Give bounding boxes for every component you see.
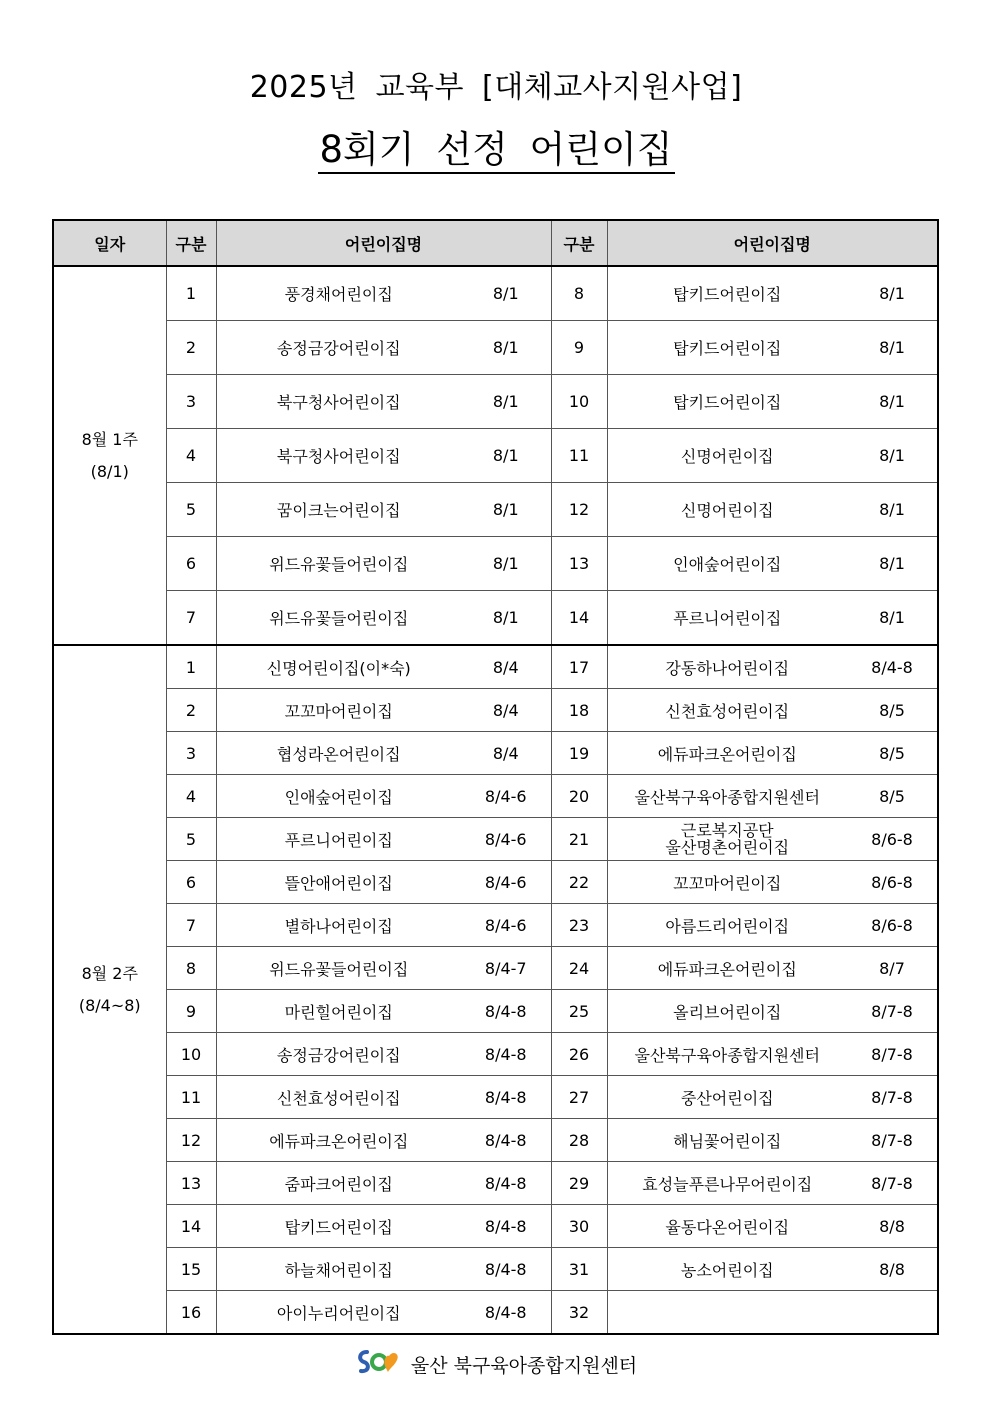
header-name-2: 어린이집명 bbox=[607, 220, 938, 266]
row-number-2: 30 bbox=[551, 1205, 607, 1248]
row-number: 5 bbox=[166, 818, 216, 861]
center-name-2: 신천효성어린이집 bbox=[607, 689, 847, 732]
row-number-2: 18 bbox=[551, 689, 607, 732]
center-date: 8/4-8 bbox=[461, 990, 551, 1033]
week-label: 8월 1주 bbox=[81, 429, 138, 449]
row-number: 1 bbox=[166, 266, 216, 321]
center-name-2: 울산북구육아종합지원센터 bbox=[607, 775, 847, 818]
row-number-2: 27 bbox=[551, 1076, 607, 1119]
row-number-2: 29 bbox=[551, 1162, 607, 1205]
table-row bbox=[53, 861, 938, 904]
row-number-2: 14 bbox=[551, 591, 607, 646]
row-number-2: 10 bbox=[551, 375, 607, 429]
row-number: 5 bbox=[166, 483, 216, 537]
subtitle-text: 8회기 선정 어린이집 bbox=[318, 128, 675, 174]
center-name-2: 중산어린이집 bbox=[607, 1076, 847, 1119]
header-no: 구분 bbox=[166, 220, 216, 266]
center-date-2: 8/1 bbox=[847, 429, 938, 483]
table-row bbox=[53, 818, 938, 861]
center-date: 8/1 bbox=[461, 375, 551, 429]
center-date: 8/4-8 bbox=[461, 1119, 551, 1162]
week-date-cell bbox=[53, 266, 166, 645]
row-number: 15 bbox=[166, 1248, 216, 1291]
table-row bbox=[53, 429, 938, 483]
row-number-2: 11 bbox=[551, 429, 607, 483]
center-name: 위드유꽃들어린이집 bbox=[216, 591, 461, 646]
center-date: 8/4-8 bbox=[461, 1033, 551, 1076]
table-row bbox=[53, 591, 938, 646]
center-date: 8/1 bbox=[461, 429, 551, 483]
center-name: 줌파크어린이집 bbox=[216, 1162, 461, 1205]
center-name: 마린힐어린이집 bbox=[216, 990, 461, 1033]
center-name-2: 농소어린이집 bbox=[607, 1248, 847, 1291]
row-number: 2 bbox=[166, 689, 216, 732]
center-name: 위드유꽃들어린이집 bbox=[216, 947, 461, 990]
row-number: 3 bbox=[166, 375, 216, 429]
row-number-2: 17 bbox=[551, 645, 607, 689]
center-date-2 bbox=[847, 1291, 938, 1335]
center-name: 꼬꼬마어린이집 bbox=[216, 689, 461, 732]
center-date-2: 8/5 bbox=[847, 689, 938, 732]
center-date-2: 8/6-8 bbox=[847, 904, 938, 947]
row-number-2: 13 bbox=[551, 537, 607, 591]
table-row bbox=[53, 321, 938, 375]
table-row bbox=[53, 645, 938, 689]
row-number-2: 22 bbox=[551, 861, 607, 904]
row-number-2: 8 bbox=[551, 266, 607, 321]
center-name: 꿈이크는어린이집 bbox=[216, 483, 461, 537]
row-number: 14 bbox=[166, 1205, 216, 1248]
center-date-2: 8/1 bbox=[847, 321, 938, 375]
center-date-2: 8/6-8 bbox=[847, 818, 938, 861]
center-date-2: 8/5 bbox=[847, 732, 938, 775]
center-date-2: 8/1 bbox=[847, 537, 938, 591]
row-number: 12 bbox=[166, 1119, 216, 1162]
row-number: 16 bbox=[166, 1291, 216, 1335]
center-date-2: 8/7 bbox=[847, 947, 938, 990]
row-number-2: 32 bbox=[551, 1291, 607, 1335]
center-name: 북구청사어린이집 bbox=[216, 375, 461, 429]
center-date: 8/4-8 bbox=[461, 1248, 551, 1291]
center-name: 별하나어린이집 bbox=[216, 904, 461, 947]
center-date: 8/4-6 bbox=[461, 861, 551, 904]
center-name: 풍경채어린이집 bbox=[216, 266, 461, 321]
header-date: 일자 bbox=[53, 220, 166, 266]
center-name-2 bbox=[607, 818, 847, 861]
center-date: 8/4-7 bbox=[461, 947, 551, 990]
center-name-2: 올리브어린이집 bbox=[607, 990, 847, 1033]
row-number: 7 bbox=[166, 591, 216, 646]
center-date-2: 8/7-8 bbox=[847, 1119, 938, 1162]
row-number-2: 24 bbox=[551, 947, 607, 990]
center-date: 8/1 bbox=[461, 591, 551, 646]
week-date-cell bbox=[53, 645, 166, 1334]
document-subtitle bbox=[0, 126, 992, 174]
center-name-2: 해님꽃어린이집 bbox=[607, 1119, 847, 1162]
center-name: 송정금강어린이집 bbox=[216, 1033, 461, 1076]
header-no-2: 구분 bbox=[551, 220, 607, 266]
center-date: 8/4-8 bbox=[461, 1291, 551, 1335]
footer bbox=[0, 1346, 992, 1386]
center-name-2: 아름드리어린이집 bbox=[607, 904, 847, 947]
row-number: 7 bbox=[166, 904, 216, 947]
center-date: 8/4-6 bbox=[461, 775, 551, 818]
center-date-2: 8/8 bbox=[847, 1205, 938, 1248]
row-number: 10 bbox=[166, 1033, 216, 1076]
center-date-2: 8/8 bbox=[847, 1248, 938, 1291]
center-date: 8/4-6 bbox=[461, 904, 551, 947]
row-number-2: 28 bbox=[551, 1119, 607, 1162]
center-date: 8/1 bbox=[461, 537, 551, 591]
table-row bbox=[53, 1291, 938, 1335]
center-date-2: 8/5 bbox=[847, 775, 938, 818]
center-name: 푸르니어린이집 bbox=[216, 818, 461, 861]
row-number-2: 26 bbox=[551, 1033, 607, 1076]
center-name: 북구청사어린이집 bbox=[216, 429, 461, 483]
center-logo-icon bbox=[355, 1346, 401, 1386]
row-number-2: 9 bbox=[551, 321, 607, 375]
table-row bbox=[53, 947, 938, 990]
center-date-2: 8/1 bbox=[847, 375, 938, 429]
center-date-2: 8/1 bbox=[847, 591, 938, 646]
center-name: 신명어린이집(이*숙) bbox=[216, 645, 461, 689]
row-number-2: 12 bbox=[551, 483, 607, 537]
center-name-2: 에듀파크온어린이집 bbox=[607, 947, 847, 990]
center-date: 8/1 bbox=[461, 266, 551, 321]
header-name: 어린이집명 bbox=[216, 220, 551, 266]
table-row bbox=[53, 375, 938, 429]
table-row bbox=[53, 904, 938, 947]
center-date-2: 8/6-8 bbox=[847, 861, 938, 904]
center-date: 8/4-6 bbox=[461, 818, 551, 861]
row-number-2: 25 bbox=[551, 990, 607, 1033]
row-number: 4 bbox=[166, 429, 216, 483]
center-date: 8/1 bbox=[461, 483, 551, 537]
center-name-2: 신명어린이집 bbox=[607, 429, 847, 483]
row-number: 8 bbox=[166, 947, 216, 990]
center-name: 협성라온어린이집 bbox=[216, 732, 461, 775]
document-title: 2025년 교육부 [대체교사지원사업] bbox=[249, 70, 743, 105]
center-date: 8/1 bbox=[461, 321, 551, 375]
row-number: 2 bbox=[166, 321, 216, 375]
table-row bbox=[53, 483, 938, 537]
center-name: 탑키드어린이집 bbox=[216, 1205, 461, 1248]
week-label: 8월 2주 bbox=[81, 963, 138, 983]
table-row bbox=[53, 1076, 938, 1119]
row-number-2: 23 bbox=[551, 904, 607, 947]
row-number: 13 bbox=[166, 1162, 216, 1205]
center-name-line-1: 근로복지공단 bbox=[680, 820, 774, 840]
row-number: 1 bbox=[166, 645, 216, 689]
row-number-2: 21 bbox=[551, 818, 607, 861]
table-row bbox=[53, 1248, 938, 1291]
table-header-row bbox=[53, 220, 938, 266]
table-row bbox=[53, 537, 938, 591]
footer-org-name: 울산 북구육아종합지원센터 bbox=[410, 1355, 638, 1377]
center-date: 8/4-8 bbox=[461, 1076, 551, 1119]
center-name-line-2: 울산명촌어린이집 bbox=[665, 837, 790, 857]
center-name-2: 푸르니어린이집 bbox=[607, 591, 847, 646]
center-date-2: 8/1 bbox=[847, 483, 938, 537]
row-number: 6 bbox=[166, 537, 216, 591]
center-name-2 bbox=[607, 1291, 847, 1335]
center-name: 위드유꽃들어린이집 bbox=[216, 537, 461, 591]
center-name-2: 율동다온어린이집 bbox=[607, 1205, 847, 1248]
table-row bbox=[53, 1162, 938, 1205]
center-date-2: 8/4-8 bbox=[847, 645, 938, 689]
table-row bbox=[53, 266, 938, 321]
center-name-2: 탑키드어린이집 bbox=[607, 266, 847, 321]
center-date-2: 8/7-8 bbox=[847, 990, 938, 1033]
center-name-2: 에듀파크온어린이집 bbox=[607, 732, 847, 775]
center-name: 아이누리어린이집 bbox=[216, 1291, 461, 1335]
center-name-2: 탑키드어린이집 bbox=[607, 321, 847, 375]
center-name-2: 효성늘푸른나무어린이집 bbox=[607, 1162, 847, 1205]
center-date: 8/4-8 bbox=[461, 1205, 551, 1248]
center-date: 8/4 bbox=[461, 645, 551, 689]
table-row bbox=[53, 775, 938, 818]
row-number: 9 bbox=[166, 990, 216, 1033]
row-number: 3 bbox=[166, 732, 216, 775]
row-number: 4 bbox=[166, 775, 216, 818]
table-row bbox=[53, 689, 938, 732]
row-number: 6 bbox=[166, 861, 216, 904]
selection-table bbox=[52, 219, 939, 1335]
table-row bbox=[53, 1205, 938, 1248]
row-number: 11 bbox=[166, 1076, 216, 1119]
table-row bbox=[53, 1033, 938, 1076]
week-range: (8/1) bbox=[90, 461, 129, 481]
center-name-2: 탑키드어린이집 bbox=[607, 375, 847, 429]
center-name-2: 강동하나어린이집 bbox=[607, 645, 847, 689]
center-date: 8/4-8 bbox=[461, 1162, 551, 1205]
week-range: (8/4~8) bbox=[78, 995, 141, 1015]
row-number-2: 31 bbox=[551, 1248, 607, 1291]
two-line-name bbox=[665, 822, 789, 856]
center-name-2: 신명어린이집 bbox=[607, 483, 847, 537]
center-date: 8/4 bbox=[461, 732, 551, 775]
table-row bbox=[53, 732, 938, 775]
center-name: 하늘채어린이집 bbox=[216, 1248, 461, 1291]
table-row bbox=[53, 1119, 938, 1162]
center-name: 신천효성어린이집 bbox=[216, 1076, 461, 1119]
center-date: 8/4 bbox=[461, 689, 551, 732]
center-name-2: 인애숲어린이집 bbox=[607, 537, 847, 591]
center-name: 에듀파크온어린이집 bbox=[216, 1119, 461, 1162]
row-number-2: 20 bbox=[551, 775, 607, 818]
center-date-2: 8/7-8 bbox=[847, 1033, 938, 1076]
center-date-2: 8/1 bbox=[847, 266, 938, 321]
row-number-2: 19 bbox=[551, 732, 607, 775]
center-name: 송정금강어린이집 bbox=[216, 321, 461, 375]
center-date-2: 8/7-8 bbox=[847, 1162, 938, 1205]
center-date-2: 8/7-8 bbox=[847, 1076, 938, 1119]
center-name-2: 꼬꼬마어린이집 bbox=[607, 861, 847, 904]
center-name-2: 울산북구육아종합지원센터 bbox=[607, 1033, 847, 1076]
center-name: 뜰안애어린이집 bbox=[216, 861, 461, 904]
table-row bbox=[53, 990, 938, 1033]
center-name: 인애숲어린이집 bbox=[216, 775, 461, 818]
